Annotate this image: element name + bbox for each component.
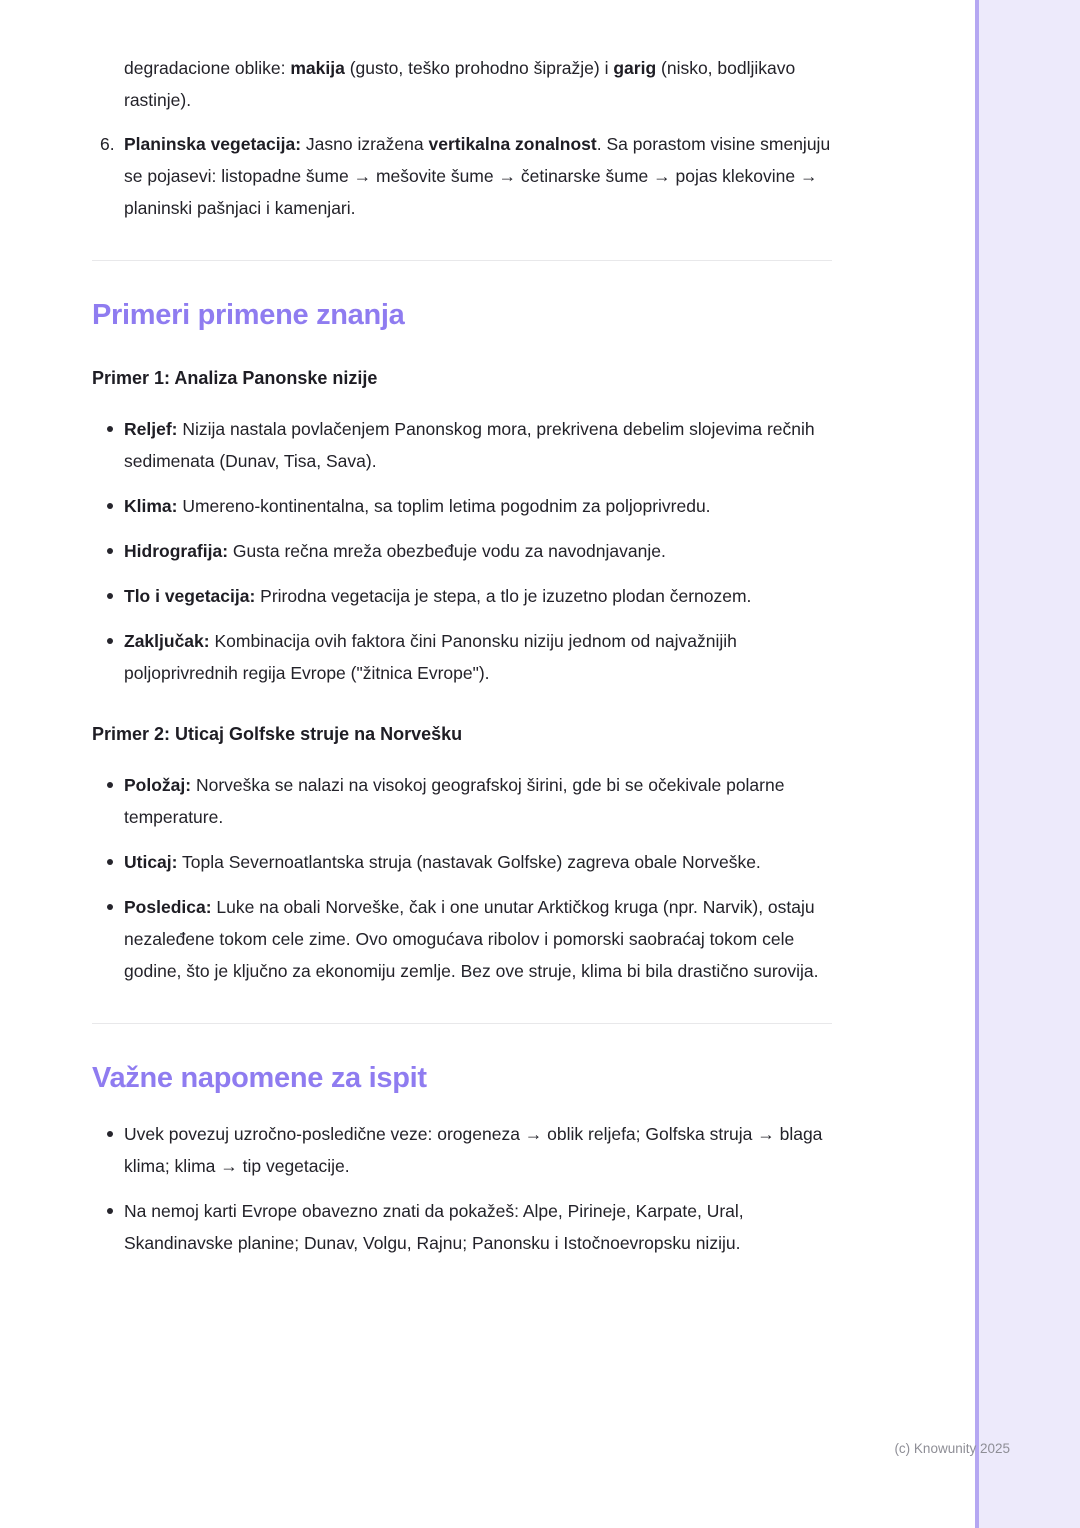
list-item-text xyxy=(124,769,832,833)
list-item xyxy=(92,535,832,567)
list-item-text xyxy=(124,535,666,567)
list-item xyxy=(92,413,832,477)
list-item xyxy=(92,891,832,987)
bullet-list-napomene xyxy=(92,1118,832,1259)
list-item-text xyxy=(124,490,711,522)
bullet-icon xyxy=(107,1131,113,1137)
text-segment: . Sa porastom visine smenjuju se pojasevi: listopadne šume → mešovite šume → četinarske šume → pojas klekovine → planinski pašnjaci i kamenjari. xyxy=(124,134,831,218)
text-segment: Topla Severnoatlantska struja (nastavak Golfske) zagreva obale Norveške. xyxy=(177,852,761,872)
bullet-icon xyxy=(107,904,113,910)
text-segment-bold: Planinska vegetacija: xyxy=(124,134,302,154)
text-segment-bold: garig xyxy=(613,58,657,78)
section-heading-napomene: Važne napomene za ispit xyxy=(92,1062,427,1094)
bullet-icon xyxy=(107,426,113,432)
bullet-icon xyxy=(107,503,113,509)
content-area xyxy=(92,0,832,1272)
text-segment: Umereno-kontinentalna, sa toplim letima pogodnim za poljoprivredu. xyxy=(177,496,711,516)
text-segment: Kombinacija ovih faktora čini Panonsku niziju jednom od najvažnijih poljoprivrednih regija Evrope ("žitnica Evrope"). xyxy=(124,631,737,683)
text-segment: Jasno izražena xyxy=(301,134,429,154)
list-number: 6. xyxy=(100,134,115,154)
section-heading-primeri: Primeri primene znanja xyxy=(92,299,405,331)
list-item xyxy=(92,625,832,689)
text-segment: Prirodna vegetacija je stepa, a tlo je izuzetno plodan černozem. xyxy=(255,586,752,606)
bullet-icon xyxy=(107,638,113,644)
text-segment-bold: Reljef: xyxy=(124,419,178,439)
subheading-primer-1: Primer 1: Analiza Panonske nizije xyxy=(92,368,378,388)
text-segment-bold: Uticaj: xyxy=(124,852,178,872)
bullet-icon xyxy=(107,782,113,788)
bullet-icon xyxy=(107,548,113,554)
list-item xyxy=(92,1118,832,1182)
list-item xyxy=(92,580,832,612)
list-item-text xyxy=(124,846,761,878)
subheading-primer-2: Primer 2: Uticaj Golfske struje na Norvešku xyxy=(92,724,463,744)
list-item xyxy=(92,769,832,833)
text-segment-bold: makija xyxy=(290,58,345,78)
text-segment-bold: Položaj: xyxy=(124,775,192,795)
section-divider xyxy=(92,260,832,261)
text-segment: Uvek povezuj uzročno-posledične veze: orogeneza → oblik reljefa; Golfska struja → blaga klima; klima → tip vegetacije. xyxy=(124,1124,823,1176)
list-item xyxy=(92,490,832,522)
list-item-text xyxy=(124,580,751,612)
text-segment-bold: Posledica: xyxy=(124,897,212,917)
text-segment: Luke na obali Norveške, čak i one unutar Arktičkog kruga (npr. Narvik), ostaju nezaleđene tokom cele zime. Ovo omogućava ribolov i pomorski saobraćaj tokom cele godine, što je ključno za ekonomiju zemlje. Bez ove struje, klima bi bila drastično surovija. xyxy=(124,897,819,981)
bullet-list-primer-1 xyxy=(92,413,832,689)
bullet-icon xyxy=(107,859,113,865)
text-segment: Gusta rečna mreža obezbeđuje vodu za navodnjavanje. xyxy=(228,541,666,561)
text-segment-bold: Hidrografija: xyxy=(124,541,229,561)
text-segment: Norveška se nalazi na visokoj geografskoj širini, gde bi se očekivale polarne temperature. xyxy=(124,775,785,827)
side-accent-panel xyxy=(975,0,1080,1528)
bullet-list-primer-2 xyxy=(92,769,832,987)
text-segment: (nisko, bodljikavo rastinje). xyxy=(124,58,796,110)
list-item-text xyxy=(124,1118,832,1182)
text-segment-bold: Tlo i vegetacija: xyxy=(124,586,256,606)
bullet-icon xyxy=(107,1208,113,1214)
text-segment-bold: Zaključak: xyxy=(124,631,210,651)
list-item xyxy=(92,1195,832,1259)
footer-credit: (c) Knowunity 2025 xyxy=(894,1441,1010,1456)
text-segment: (gusto, teško prohodno šipražje) i xyxy=(344,58,614,78)
list-item-text xyxy=(124,1195,832,1259)
section-divider xyxy=(92,1023,832,1024)
text-segment: Nizija nastala povlačenjem Panonskog mora, prekrivena debelim slojevima rečnih sedimenata (Dunav, Tisa, Sava). xyxy=(124,419,815,471)
list-item-text xyxy=(124,413,832,477)
text-segment-bold: Klima: xyxy=(124,496,178,516)
text-segment: degradacione oblike: xyxy=(124,58,291,78)
list-item-text xyxy=(124,128,832,224)
numbered-list-item-6 xyxy=(100,128,832,224)
list-item-text xyxy=(124,625,832,689)
bullet-icon xyxy=(107,593,113,599)
text-segment-bold: vertikalna zonalnost xyxy=(428,134,597,154)
list-item xyxy=(92,846,832,878)
list-item-text xyxy=(124,891,832,987)
paragraph-continuation xyxy=(124,52,832,116)
text-segment: Na nemoj karti Evrope obavezno znati da pokažeš: Alpe, Pirineje, Karpate, Ural, Skandinavske planine; Dunav, Volgu, Rajnu; Panonsku i Istočnoevropsku niziju. xyxy=(124,1201,744,1253)
